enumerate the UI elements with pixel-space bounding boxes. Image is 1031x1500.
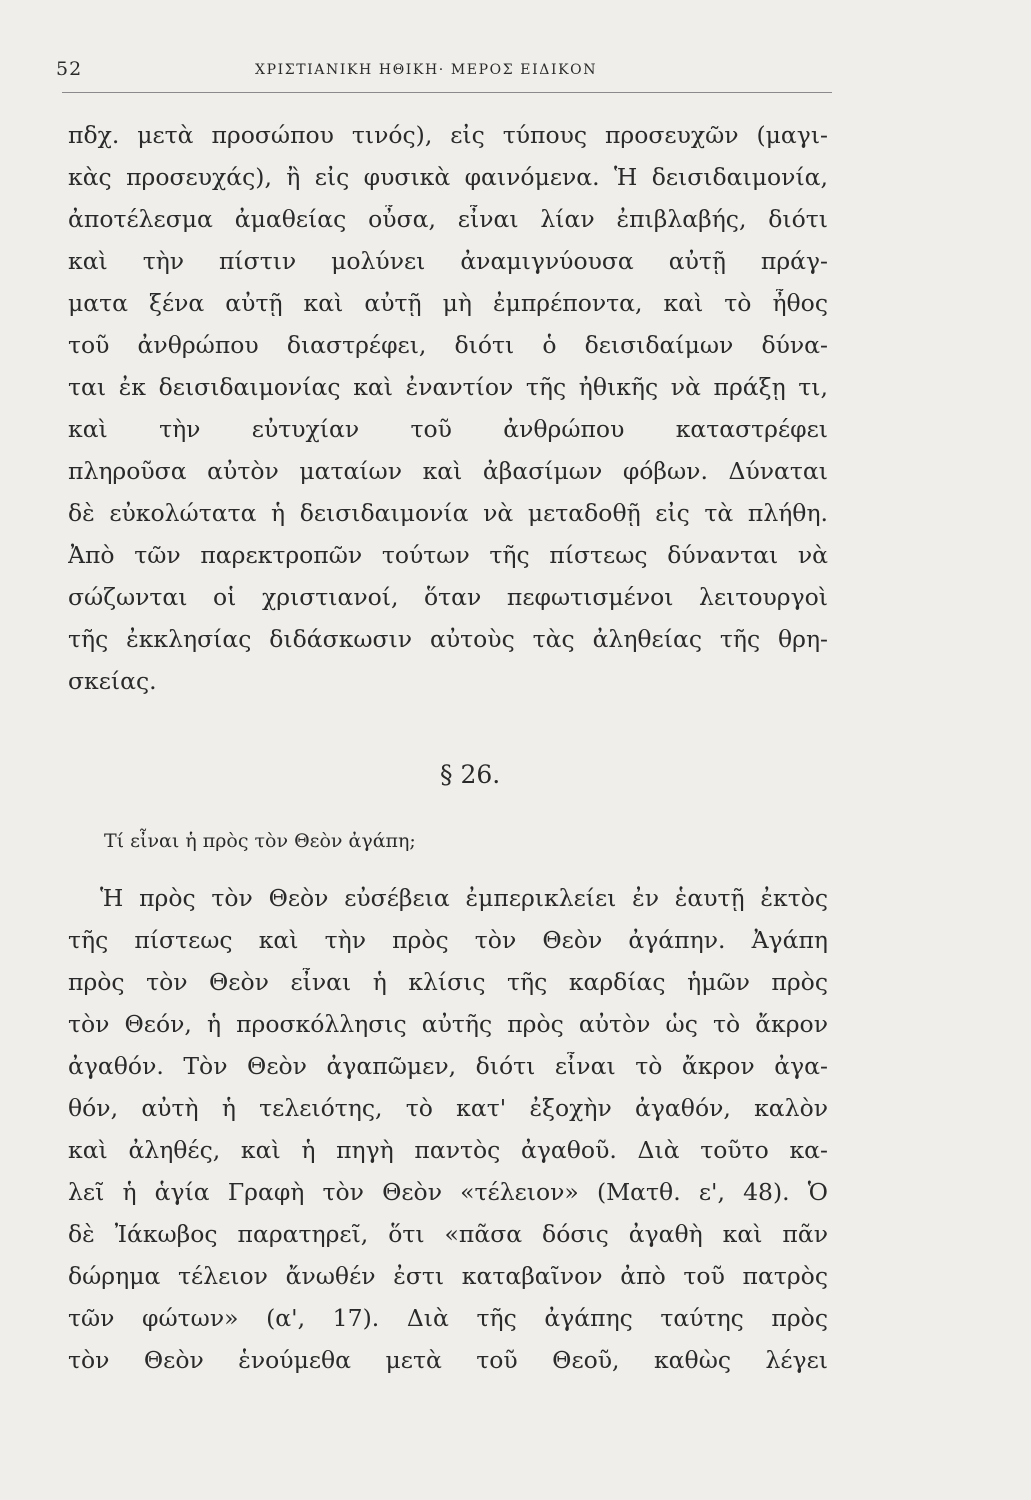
text-line: δώρημα τέλειον ἄνωθέν ἐστι καταβαῖνον ἀπὸ τοῦ πατρὸς [68, 1262, 828, 1290]
text-line: λεῖ ἡ ἁγία Γραφὴ τὸν Θεὸν «τέλειον» (Ματθ. ε', 48). Ὁ [68, 1178, 828, 1206]
text-line: θόν, αὐτὴ ἡ τελειότης, τὸ κατ' ἐξοχὴν ἀγαθόν, καλὸν [68, 1094, 828, 1122]
text-line: τοῦ ἀνθρώπου διαστρέφει, διότι ὁ δεισιδαίμων δύνα- [68, 331, 828, 359]
text-line: καὶ τὴν πίστιν μολύνει ἀναμιγνύουσα αὐτῇ πράγ- [68, 247, 828, 275]
text-line: τὸν Θεόν, ἡ προσκόλλησις αὐτῆς πρὸς αὐτὸν ὡς τὸ ἄκρον [68, 1010, 828, 1038]
text-line: ματα ξένα αὐτῇ καὶ αὐτῇ μὴ ἐμπρέποντα, καὶ τὸ ἦθος [68, 289, 828, 317]
text-line: σώζωνται οἱ χριστιανοί, ὅταν πεφωτισμένοι λειτουργοὶ [68, 583, 828, 611]
section-question: Τί εἶναι ἡ πρὸς τὸν Θεὸν ἀγάπη; [104, 830, 416, 852]
text-line: καὶ ἀληθές, καὶ ἡ πηγὴ παντὸς ἀγαθοῦ. Διὰ τοῦτο κα- [68, 1136, 828, 1164]
text-line: σκείας. [68, 667, 157, 695]
text-line: καὶ τὴν εὐτυχίαν τοῦ ἀνθρώπου καταστρέφει [68, 415, 828, 443]
text-line: τῶν φώτων» (α', 17). Διὰ τῆς ἀγάπης ταύτης πρὸς [68, 1304, 828, 1332]
text-line: Ἡ πρὸς τὸν Θεὸν εὐσέβεια ἐμπερικλείει ἐν ἑαυτῇ ἐκτὸς [100, 884, 828, 912]
text-line: πδχ. μετὰ προσώπου τινός), εἰς τύπους προσευχῶν (μαγι- [68, 121, 828, 149]
text-line: ται ἐκ δεισιδαιμονίας καὶ ἐναντίον τῆς ἠθικῆς νὰ πράξῃ τι, [68, 373, 828, 401]
text-line: δὲ Ἰάκωβος παρατηρεῖ, ὅτι «πᾶσα δόσις ἀγαθὴ καὶ πᾶν [68, 1220, 828, 1248]
section-number: § 26. [440, 760, 501, 789]
text-line: κὰς προσευχάς), ἢ εἰς φυσικὰ φαινόμενα. Ἡ δεισιδαιμονία, [68, 163, 828, 191]
text-line: τὸν Θεὸν ἑνούμεθα μετὰ τοῦ Θεοῦ, καθὼς λέγει [68, 1346, 828, 1374]
text-line: δὲ εὐκολώτατα ἡ δεισιδαιμονία νὰ μεταδοθῇ εἰς τὰ πλήθη. [68, 499, 828, 527]
text-line: ἀγαθόν. Τὸν Θεὸν ἀγαπῶμεν, διότι εἶναι τὸ ἄκρον ἀγα- [68, 1052, 828, 1080]
text-line: τῆς ἐκκλησίας διδάσκωσιν αὐτοὺς τὰς ἀληθείας τῆς θρη- [68, 625, 828, 653]
running-title: ΧΡΙΣΤΙΑΝΙΚΗ ΗΘΙΚΗ· ΜΕΡΟΣ ΕΙΔΙΚΟΝ [255, 62, 598, 78]
page-number: 52 [56, 58, 83, 80]
text-line: πληροῦσα αὐτὸν ματαίων καὶ ἀβασίμων φόβων. Δύναται [68, 457, 828, 485]
header-rule [62, 92, 832, 93]
text-line: ἀποτέλεσμα ἀμαθείας οὖσα, εἶναι λίαν ἐπιβλαβής, διότι [68, 205, 828, 233]
text-line: πρὸς τὸν Θεὸν εἶναι ἡ κλίσις τῆς καρδίας ἡμῶν πρὸς [68, 968, 828, 996]
text-line: Ἀπὸ τῶν παρεκτροπῶν τούτων τῆς πίστεως δύνανται νὰ [68, 541, 828, 569]
text-line: τῆς πίστεως καὶ τὴν πρὸς τὸν Θεὸν ἀγάπην. Ἀγάπη [68, 926, 828, 954]
